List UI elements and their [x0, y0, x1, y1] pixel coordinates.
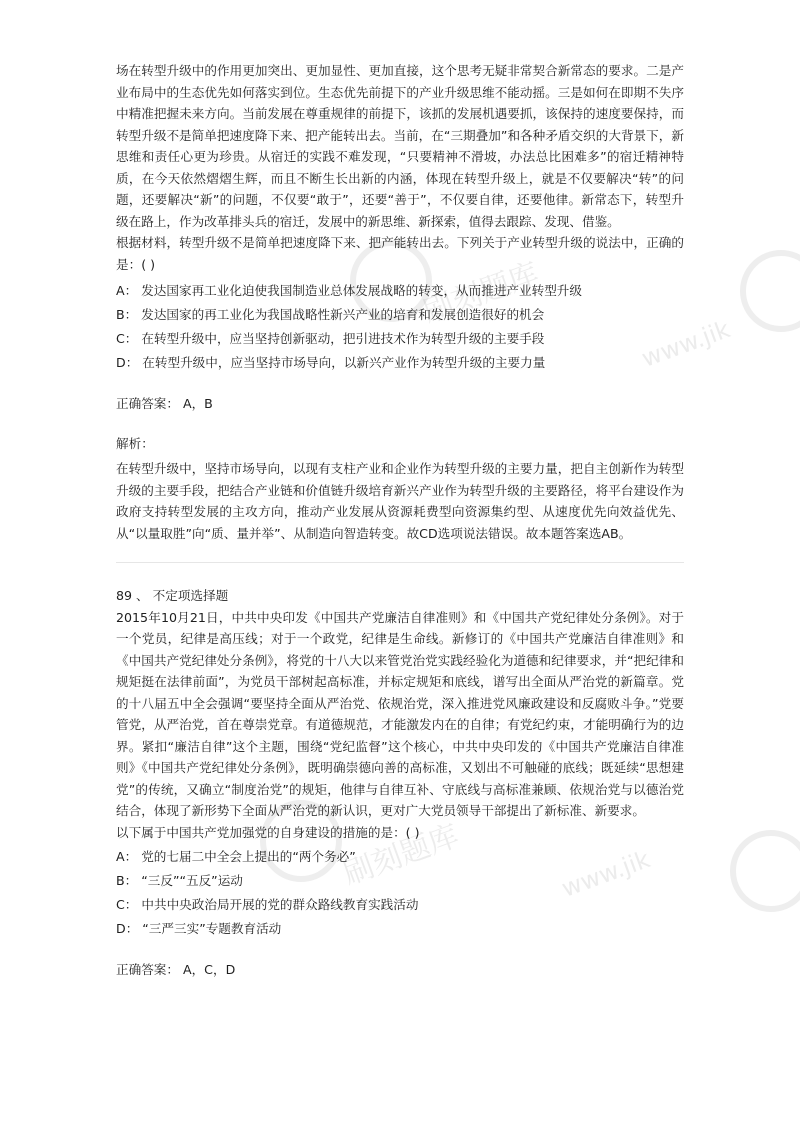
- q88-option-a: A： 发达国家再工业化迫使我国制造业总体发展战略的转变，从而推进产业转型升级: [116, 283, 582, 298]
- q89-question: 以下属于中国共产党加强党的自身建设的措施的是：( ): [116, 824, 420, 840]
- watermark-url: www.jik: [637, 315, 734, 373]
- q89-answer: 正确答案： A，C，D: [116, 962, 236, 977]
- document-body: [116, 60, 684, 981]
- watermark-logo-right: [740, 250, 800, 332]
- watermark-text-lower: 刷刻题库: [338, 818, 464, 893]
- q88-option-d: D： 在转型升级中，应当坚持市场导向，以新兴产业作为转型升级的主要力量: [116, 355, 546, 370]
- q88-answer: 正确答案： A，B: [116, 396, 213, 411]
- q88-analysis-label: 解析：: [116, 435, 154, 451]
- q89-passage: 2015年10月21日，中共中央印发《中国共产党廉洁自律准则》和《中国共产党纪律处分条例》。对于一个党员，纪律是高压线；对于一个政党，纪律是生命线。新修订的《中国共产党廉洁自律准则》和《中国共产党纪律处分条例》，将党的十八大以来管党治党实践经验化为道德和纪律要求，并“把纪律和规矩挺在法律前面”，为党员干部树起高标准，并标定规矩和底线，谱写出全面从严治党的新篇章。党的十八届五中全会强调“要坚持全面从严治党、依规治党，深入推进党风廉政建设和反腐败斗争。”党要管党，从严治党，首在尊崇党章。有道德规范，才能激发内在的自律；有党纪约束，才能明确行为的边界。紧扣“廉洁自律”这个主题，围绕“党纪监督”这个核心，中共中央印发的《中国共产党廉洁自律准则》《中国共产党纪律处分条例》，既明确崇德向善的高标准，又划出不可触碰的底线；既延续“思想建党”的传统，又确立“制度治党”的规矩，他律与自律互补、守底线与高标准兼顾、依规治党与以德治党结合，体现了新形势下全面从严治党的新认识，更对广大党员领导干部提出了新标准、新要求。: [116, 609, 684, 818]
- q88-passage: 场在转型升级中的作用更加突出、更加显性、更加直接，这个思考无疑非常契合新常态的要求。二是产业布局中的生态优先如何落实到位。生态优先前提下的产业升级思维不能动摇。三是如何在即期不失序中精准把握未来方向。当前发展在尊重规律的前提下，该抓的发展机遇要抓，该保持的速度要保持，而转型升级不是简单把速度降下来、把产能转出去。当前，在“三期叠加”和各种矛盾交织的大背景下，新思维和责任心更为珍贵。从宿迁的实践不难发现，“只要精神不滑坡，办法总比困难多”的宿迁精神特质，在今天依然熠熠生辉，而且不断生长出新的内涵，体现在转型升级上，就是不仅要解决“转”的问题，还要解决“新”的问题，不仅要“敢于”，还要“善于”，不仅要自律，还要他律。新常态下，转型升级在路上，作为改革排头兵的宿迁，发展中的新思维、新探索，值得去跟踪、发现、借鉴。: [116, 63, 684, 229]
- q88-option-c: C： 在转型升级中，应当坚持创新驱动，把引进技术作为转型升级的主要手段: [116, 331, 545, 346]
- watermark-url-lower: www.jik: [557, 845, 654, 903]
- q89-heading: 89 、 不定项选择题: [116, 588, 229, 603]
- q89-option-c: C： 中共中央政治局开展的党的群众路线教育实践活动: [116, 897, 419, 912]
- q88-option-b: B： 发达国家的再工业化为我国战略性新兴产业的培育和发展创造很好的机会: [116, 307, 545, 322]
- question-divider: [116, 562, 684, 563]
- q89-option-a: A： 党的七届二中全会上提出的“两个务必”: [116, 849, 356, 864]
- q89-option-d: D： “三严三实”专题教育活动: [116, 921, 282, 936]
- q88-question: 根据材料，转型升级不是简单把速度降下来、把产能转出去。下列关于产业转型升级的说法中，正确的是：( ): [116, 235, 684, 272]
- watermark-text: 刷刻题库: [418, 256, 544, 331]
- q88-analysis: 在转型升级中，坚持市场导向，以现有支柱产业和企业作为转型升级的主要力量，把自主创新作为转型升级的主要手段，把结合产业链和价值链升级培育新兴产业作为转型升级的主要路径，将平台建设作为政府支持转型发展的主攻方向，推动产业发展从资源耗费型向资源集约型、从速度优先向效益优先、从“以量取胜”向“质、量并举”、从制造向智造转变。故CD选项说法错误。故本题答案选AB。: [116, 461, 684, 541]
- q89-option-b: B： “三反”“五反”运动: [116, 873, 243, 888]
- watermark-logo-lower-right: [730, 830, 800, 912]
